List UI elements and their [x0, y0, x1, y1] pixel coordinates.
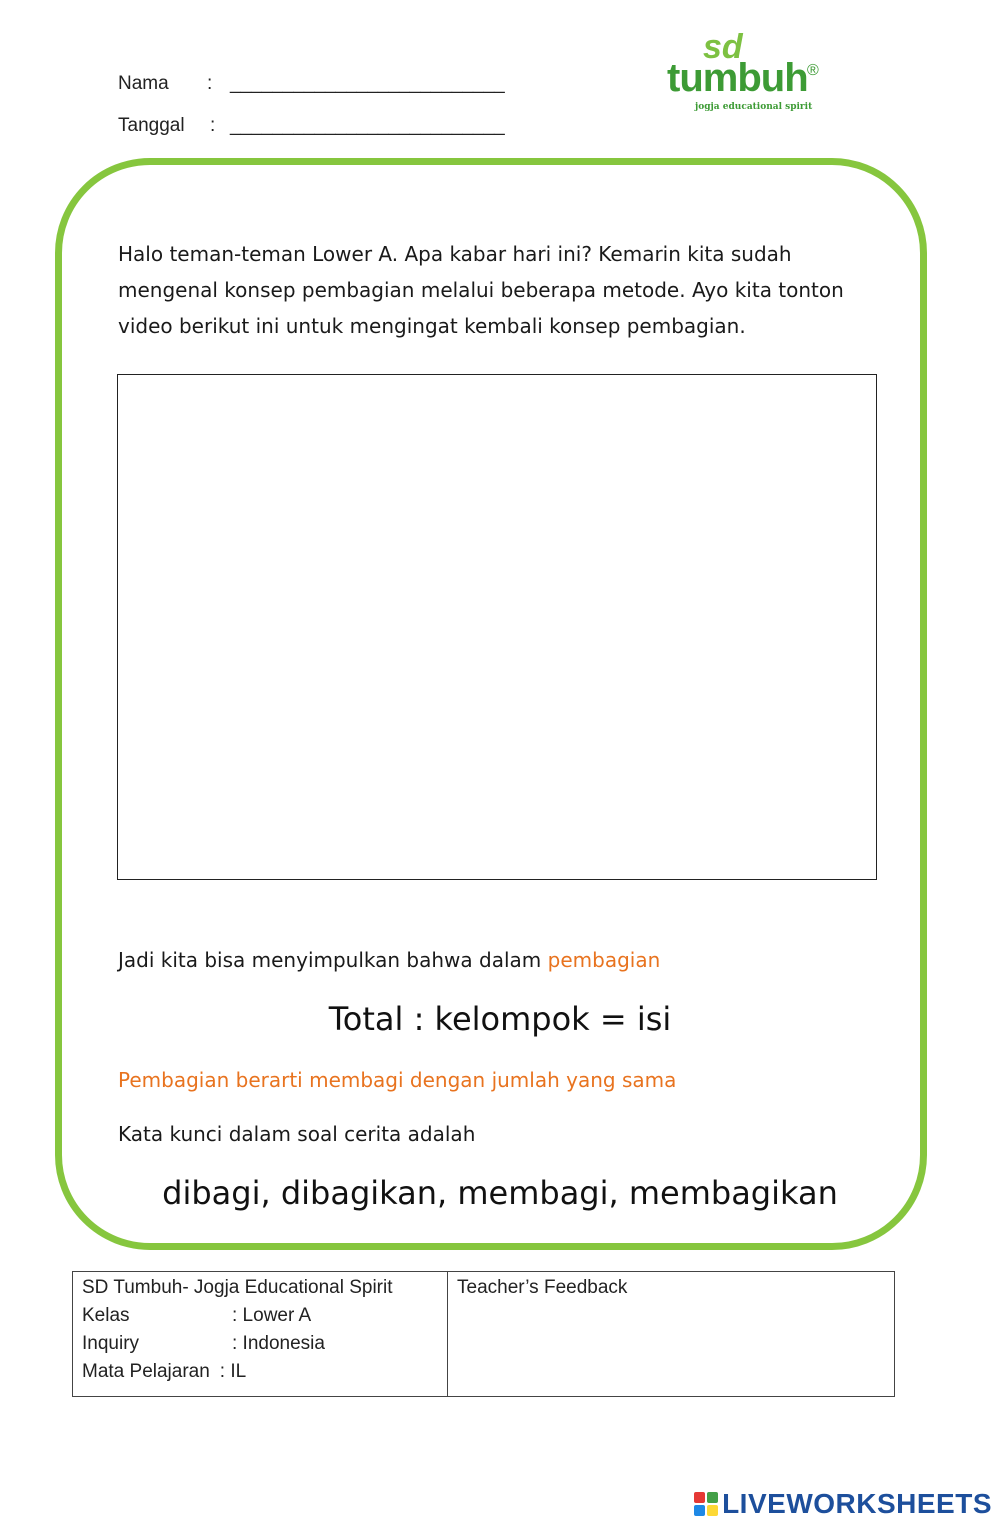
tanggal-colon: : [210, 115, 216, 136]
logo-tagline: jogja educational spirit [695, 102, 813, 112]
info-table [72, 1271, 895, 1397]
mapel-value: : IL [219, 1361, 247, 1382]
mapel-label: Mata Pelajaran [82, 1361, 210, 1382]
kelas-row [82, 1302, 438, 1330]
conclusion-sentence [118, 948, 660, 972]
feedback-cell[interactable] [448, 1272, 895, 1397]
nama-label: Nama [118, 73, 169, 94]
logo-sd-text: sd [703, 28, 743, 66]
feedback-label: Teacher’s Feedback [457, 1277, 628, 1298]
division-formula: Total : kelompok = isi [328, 1000, 672, 1038]
kelas-value: : Lower A [232, 1305, 312, 1326]
liveworksheets-watermark [694, 1488, 992, 1520]
nama-field[interactable]: __________________________ [230, 73, 505, 94]
tanggal-field[interactable]: __________________________ [230, 115, 505, 136]
school-name: SD Tumbuh- Jogja Educational Spirit [82, 1277, 393, 1298]
class-info-cell [73, 1272, 448, 1397]
division-meaning: Pembagian berarti membagi dengan jumlah yang sama [118, 1068, 677, 1092]
inquiry-label: Inquiry [82, 1333, 140, 1354]
nama-colon: : [207, 73, 213, 94]
inquiry-value: : Indonesia [232, 1333, 325, 1354]
mapel-row [82, 1358, 438, 1386]
inquiry-row [82, 1330, 438, 1358]
logo-registered-mark: ® [807, 62, 819, 79]
video-embed-box[interactable] [117, 374, 877, 880]
liveworksheets-icon [694, 1492, 718, 1516]
keyword-intro: Kata kunci dalam soal cerita adalah [118, 1122, 476, 1146]
conclusion-highlight: pembagian [547, 948, 661, 972]
kelas-label: Kelas [82, 1305, 130, 1326]
keyword-list: dibagi, dibagikan, membagi, membagikan [162, 1174, 838, 1212]
logo-name-text: tumbuh [667, 56, 808, 100]
tanggal-label: Tanggal [118, 115, 185, 136]
conclusion-prefix: Jadi kita bisa menyimpulkan bahwa dalam [118, 948, 548, 972]
intro-paragraph: Halo teman-teman Lower A. Apa kabar hari ini? Kemarin kita sudah mengenal konsep pembagian melalui beberapa metode. Ayo kita tonton video berikut ini untuk mengingat kembali konsep pembagian. [118, 242, 844, 338]
sd-tumbuh-logo [665, 28, 835, 118]
liveworksheets-text: LIVEWORKSHEETS [722, 1488, 992, 1519]
